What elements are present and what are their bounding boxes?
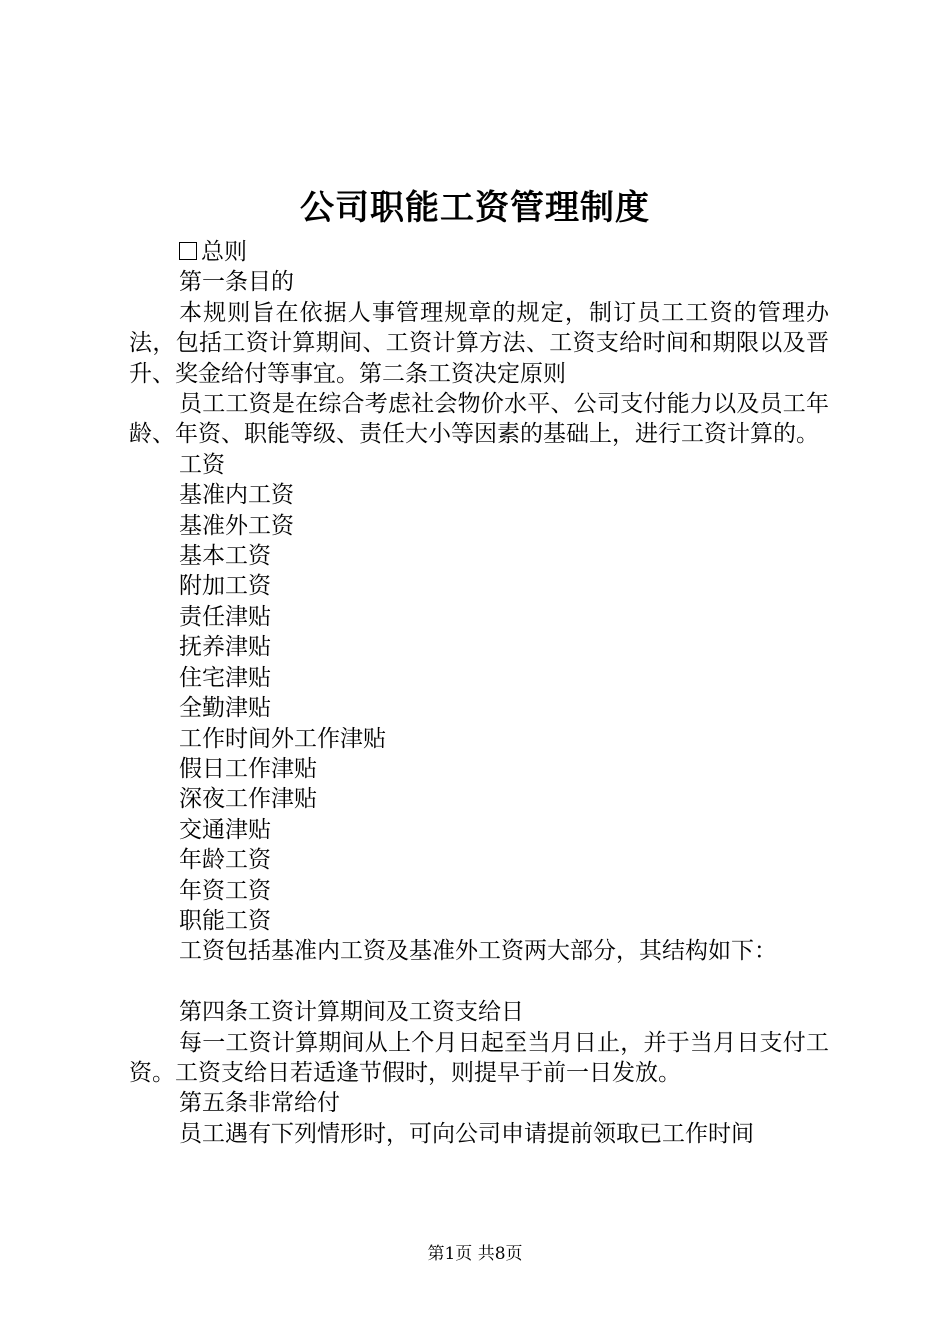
list-item: 附加工资	[179, 573, 271, 600]
list-item: 年资工资	[179, 877, 271, 904]
list-item: 基本工资	[179, 543, 271, 570]
paragraph: 本规则旨在依据人事管理规章的规定，制订员工工资的管理办法，包括工资计算期间、工资计算方法、工资支给时间和期限以及晋升、奖金给付等事宜。第二条工资决定原则	[129, 299, 829, 387]
paragraph-text: 总则	[201, 239, 247, 265]
checkbox-icon	[179, 242, 197, 260]
article-heading: 第五条非常给付	[179, 1090, 340, 1117]
article-heading: 第四条工资计算期间及工资支给日	[179, 999, 524, 1026]
paragraph: 每一工资计算期间从上个月日起至当月日止，并于当月日支付工资。工资支给日若适逢节假时，则提早于前一日发放。	[129, 1029, 829, 1086]
article-heading: 第一条目的	[179, 269, 294, 296]
page-footer: 第1页 共8页	[427, 1244, 523, 1264]
paragraph: 工资包括基准内工资及基准外工资两大部分，其结构如下：	[179, 938, 777, 965]
list-item: 基准外工资	[179, 512, 294, 539]
list-item: 抚养津贴	[179, 634, 271, 661]
list-item: 职能工资	[179, 907, 271, 934]
section-heading-general	[129, 237, 829, 267]
list-item: 年龄工资	[179, 847, 271, 874]
list-item: 交通津贴	[179, 816, 271, 843]
list-item: 责任津贴	[179, 603, 271, 630]
paragraph: 员工工资是在综合考虑社会物价水平、公司支付能力以及员工年龄、年资、职能等级、责任大小等因素的基础上，进行工资计算的。	[129, 391, 829, 448]
list-item: 工作时间外工作津贴	[179, 725, 386, 752]
page-title: 公司职能工资管理制度	[300, 188, 650, 228]
document-body	[129, 237, 829, 1149]
list-item: 工资	[179, 451, 225, 478]
list-item: 基准内工资	[179, 482, 294, 509]
paragraph: 员工遇有下列情形时，可向公司申请提前领取已工作时间	[179, 1120, 754, 1147]
list-item: 全勤津贴	[179, 695, 271, 722]
list-item: 假日工作津贴	[179, 755, 317, 782]
list-item: 深夜工作津贴	[179, 786, 317, 813]
list-item: 住宅津贴	[179, 664, 271, 691]
blank-line	[129, 967, 829, 997]
